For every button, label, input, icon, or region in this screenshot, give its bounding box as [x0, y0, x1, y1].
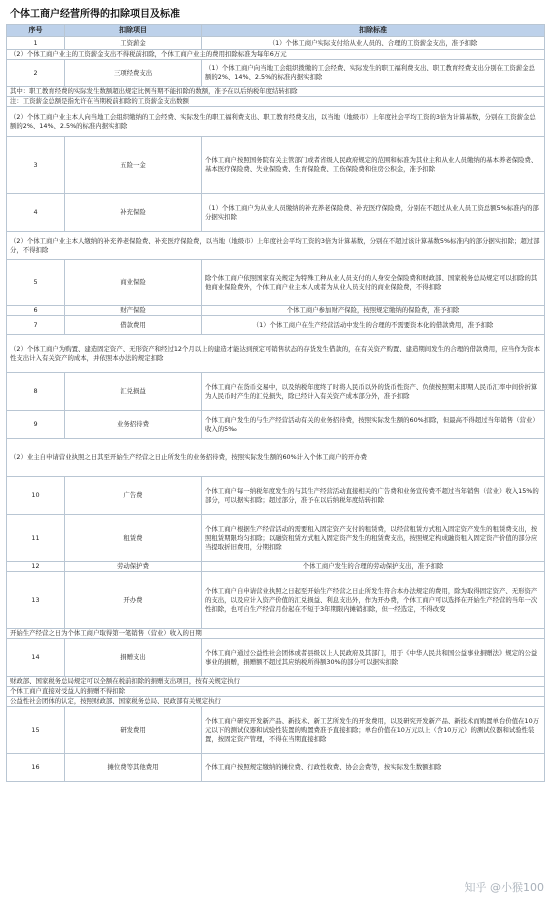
row-number: 5	[7, 260, 65, 305]
table-row	[6, 37, 545, 50]
row-standard: 个体工商户研究开发新产品、新技术、新工艺所发生的开发费用，以及研究开发新产品、新技术而购置单台价值在10万元以下的测试仪器和试验性装置的购置费准予直接扣除；单台价值在10万元以上（含10万元）的测试仪器和试验性装置，按固定资产管理，不得在当期直接扣除	[205, 716, 540, 743]
row-item: 补充保险	[65, 194, 202, 231]
row-number: 12	[7, 562, 65, 571]
row-number: 4	[7, 194, 65, 231]
row-number: 15	[7, 707, 65, 753]
row-note: 开始生产经营之日为个体工商户取得第一笔销售（营业）收入的日期	[10, 629, 202, 637]
header-num: 序号	[7, 25, 65, 36]
row-standard: 个体工商户根据生产经营活动的需要租入固定资产支付的租赁费，以经营租赁方式租入固定资产发生的租赁费支出，按照租赁期限均匀扣除；以融资租赁方式租入固定资产发生的租赁费支出，按照规定构成融资租入固定资产价值的部分应当提取折旧费用，分期扣除	[205, 524, 538, 551]
row-item: 商业保险	[65, 260, 202, 305]
row-number: 9	[7, 411, 65, 438]
row-standard: 除个体工商户依照国家有关规定为特殊工种从业人员支付的人身安全保险费和财政部、国家税务总局规定可以扣除的其他商业保险费外，个体工商户业主本人或者为从业人员支付的商业保险费，不得扣除	[205, 273, 538, 291]
row-standard: 个体工商户通过公益性社会团体或者县级以上人民政府及其部门，用于《中华人民共和国公益事业捐赠法》规定的公益事业的捐赠，捐赠额不超过其应纳税所得额30%的部分可以据实扣除	[205, 648, 538, 666]
watermark: 知乎 @小猴100	[464, 881, 544, 894]
row-standard: 个体工商户自申请营业执照之日起至开始生产经营之日止所发生符合本办法规定的费用，除为取得固定资产、无形资产的支出，以及应计入资产价值的汇兑损益、利息支出外，作为开办费，个体工商户可以选择在开始生产经营的当年一次性扣除，也可自生产经营月份起在不短于3年期限内摊销扣除，但一经选定，不得改变	[205, 586, 538, 613]
table-note-row	[6, 687, 545, 697]
table-row	[6, 316, 545, 335]
table-row	[6, 260, 545, 306]
row-note: 注：工资薪金总额是指允许在当期税前扣除的工资薪金支出数额	[10, 97, 189, 105]
row-standard: 个体工商户每一纳税年度发生的与其生产经营活动直接相关的广告费和业务宣传费不超过当年销售（营业）收入15%的部分，可以据实扣除；超过部分，准予在以后纳税年度结转扣除	[205, 486, 539, 504]
row-item: 五险一金	[65, 137, 202, 193]
row-note: （2）个体工商户业主的工资薪金支出不得税前扣除，个体工商户业主的费用扣除标准为每年6万元	[10, 50, 287, 58]
row-item: 捐赠支出	[65, 639, 202, 676]
table-note-row	[6, 335, 545, 373]
row-standard: （1）个体工商户在生产经营活动中发生的合理的不需要资本化的借款费用，准予扣除	[252, 320, 494, 329]
table-row	[6, 306, 545, 316]
row-standard: 个体工商户发生的与生产经营活动有关的业务招待费，按照实际发生额的60%扣除，但最高不得超过当年销售（营业）收入的5‰	[205, 415, 539, 433]
table-row	[6, 194, 545, 232]
page-title: 个体工商户经营所得的扣除项目及标准	[10, 9, 180, 20]
row-item: 研发费用	[65, 707, 202, 753]
row-standard: 个体工商户参加财产保险，按照规定缴纳的保险费，准予扣除	[286, 306, 460, 314]
row-standard: 个体工商户按照规定缴纳的摊位费、行政性收费、协会会费等，按实际发生数额扣除	[205, 763, 442, 771]
row-number: 11	[7, 515, 65, 561]
table-row	[6, 515, 545, 562]
row-item: 汇兑损益	[65, 373, 202, 410]
table-row	[6, 707, 545, 754]
row-item: 租赁费	[65, 515, 202, 561]
row-number: 16	[7, 754, 65, 781]
row-standard: 个体工商户按照国务院有关主管部门或者省级人民政府规定的范围和标准为其业主和从业人员缴纳的基本养老保险费、基本医疗保险费、失业保险费、生育保险费、工伤保险费和住房公积金，准予扣除	[205, 156, 538, 173]
table-note-row	[6, 97, 545, 107]
table-note-row	[6, 107, 545, 137]
row-number: 1	[7, 37, 65, 49]
row-item: 借款费用	[65, 316, 202, 334]
row-standard: （1）个体工商户向当地工会组织拨缴的工会经费、实际发生的职工福利费支出、职工教育经费支出分别在工资薪金总额的2%、14%、2.5%的标准内据实扣除	[205, 64, 535, 81]
table-note-row	[6, 50, 545, 60]
table-row	[6, 639, 545, 677]
row-number: 2	[7, 60, 65, 86]
row-note: （2）个体工商户业主本人缴纳的补充养老保险费、补充医疗保险费，以当地（地级市）上年度社会平均工资的3倍为计算基数，分别在不超过该计算基数5%标准内的部分据实扣除；超过部分，不得扣除	[10, 236, 540, 254]
table-note-row	[6, 677, 545, 687]
row-note: （2）个体工商户为购置、建造固定资产、无形资产和经过12个月以上的建造才能达到预定可销售状态的存货发生借款的，在有关资产购置、建造期间发生的合理的借款费用，应当作为资本性支出计入有关资产的成本，并依照本办法的规定扣除	[10, 344, 540, 362]
table-note-row	[6, 697, 545, 707]
row-item: 工资薪金	[65, 37, 202, 49]
row-number: 7	[7, 316, 65, 334]
row-item: 摊位费等其他费用	[65, 754, 202, 781]
table-row	[6, 562, 545, 572]
row-note: 其中：职工教育经费的实际发生数额超出规定比例当期不能扣除的数额，准予在以后纳税年度结转扣除	[10, 87, 298, 95]
table-header-row	[6, 24, 545, 37]
row-note: （2）个体工商户业主本人向当地工会组织缴纳的工会经费、实际发生的职工福利费支出、职工教育经费支出，以当地（地级市）上年度社会平均工资的3倍为计算基数，分别在工资薪金总额的2%、14%、2.5%的标准内据实扣除	[10, 112, 536, 130]
table-note-row	[6, 439, 545, 477]
table-row	[6, 754, 545, 782]
row-number: 6	[7, 306, 65, 315]
row-item: 三项经费支出	[65, 60, 202, 86]
row-number: 3	[7, 137, 65, 193]
row-number: 8	[7, 373, 65, 410]
row-number: 10	[7, 477, 65, 514]
table-note-row	[6, 629, 545, 639]
row-item: 劳动保护费	[65, 562, 202, 571]
row-item: 广告费	[65, 477, 202, 514]
row-standard: （1）个体工商户为从业人员缴纳的补充养老保险费、补充医疗保险费，分别在不超过从业人员工资总额5%标准内的部分据实扣除	[205, 203, 539, 221]
header-standard: 扣除标准	[359, 26, 387, 34]
header-item: 扣除项目	[65, 25, 202, 36]
row-standard: 个体工商户在货币交易中，以及纳税年度终了时将人民币以外的货币性资产、负债按照期末即期人民币汇率中间价折算为人民币时产生的汇兑损失，除已经计入有关资产成本部分外，准予扣除	[205, 382, 538, 400]
table-row	[6, 137, 545, 194]
row-note: 公益性社会团体的认定，按照财政部、国家税务总局、民政部有关规定执行	[10, 697, 221, 705]
row-number: 14	[7, 639, 65, 676]
row-item: 开办费	[65, 572, 202, 628]
table-note-row	[6, 87, 545, 97]
row-number: 13	[7, 572, 65, 628]
row-standard: 个体工商户发生的合理的劳动保护支出，准予扣除	[302, 562, 444, 570]
table-row	[6, 477, 545, 515]
row-item: 财产保险	[65, 306, 202, 315]
row-item: 业务招待费	[65, 411, 202, 438]
table-note-row	[6, 232, 545, 260]
table-row	[6, 572, 545, 629]
row-note: （2）业主自申请营业执照之日其至开始生产经营之日止所发生的业务招待费，按照实际发生额的60%计入个体工商户的开办费	[10, 453, 367, 461]
table-row	[6, 411, 545, 439]
row-standard: （1）个体工商户实际支付给从业人员的、合理的工资薪金支出，准予扣除	[268, 38, 478, 47]
row-note: 财政部、国家税务总局规定可以全额在税前扣除的捐赠支出项目，按有关规定执行	[10, 677, 241, 685]
row-note: 个体工商户直接对受益人的捐赠不得扣除	[10, 687, 126, 695]
table-row	[6, 60, 545, 87]
deduction-table	[6, 24, 545, 782]
table-row	[6, 373, 545, 411]
